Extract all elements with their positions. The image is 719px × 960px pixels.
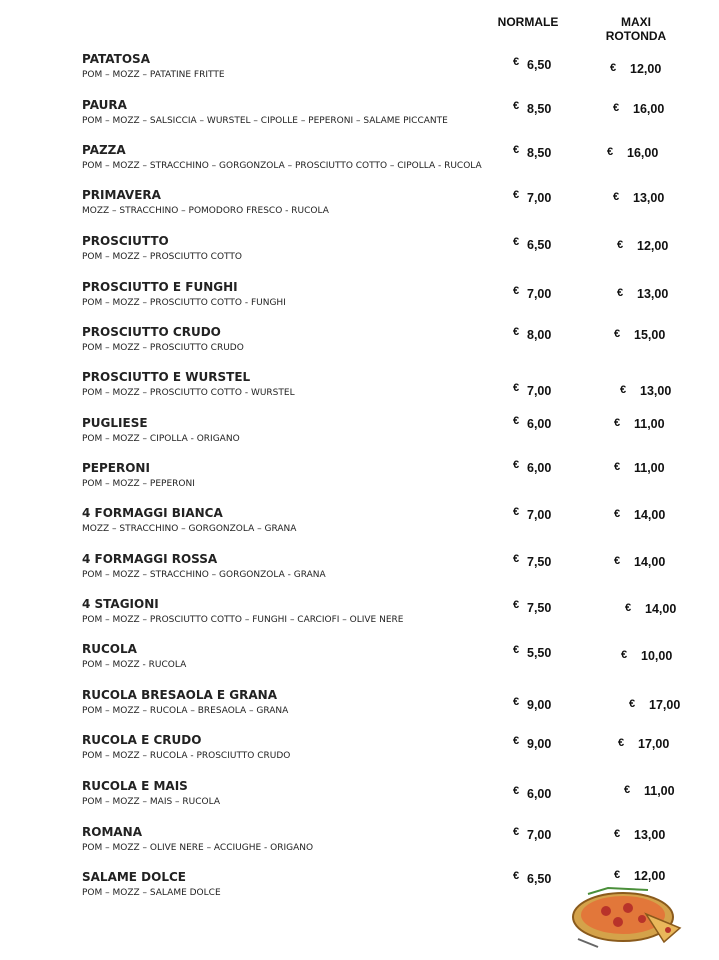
menu-item — [0, 506, 719, 546]
price-maxi: 14,00 — [645, 602, 677, 616]
euro-symbol: € — [513, 553, 520, 565]
menu-item — [0, 416, 719, 456]
menu-item — [0, 461, 719, 501]
euro-symbol: € — [614, 328, 621, 340]
price-maxi: 15,00 — [634, 328, 666, 342]
pizza-ingredients: POM – MOZZ – PROSCIUTTO COTTO - WURSTEL — [82, 388, 295, 398]
pizza-name: PEPERONI — [82, 461, 150, 475]
euro-symbol: € — [513, 735, 520, 747]
maxi-label: MAXI — [621, 15, 651, 29]
euro-symbol: € — [513, 826, 520, 838]
price-normale: 7,00 — [527, 828, 552, 842]
euro-symbol: € — [613, 191, 620, 203]
menu-item — [0, 597, 719, 637]
price-maxi: 14,00 — [634, 555, 666, 569]
pizza-name: RUCOLA E MAIS — [82, 779, 188, 793]
price-normale: 8,50 — [527, 146, 552, 160]
menu-item — [0, 642, 719, 682]
euro-symbol: € — [614, 555, 621, 567]
euro-symbol: € — [618, 737, 625, 749]
pizza-ingredients: POM – MOZZ – PEPERONI — [82, 479, 195, 489]
pizza-ingredients: POM – MOZZ – PATATINE FRITTE — [82, 70, 225, 80]
price-maxi: 12,00 — [637, 239, 669, 253]
euro-symbol: € — [513, 870, 520, 882]
pizza-ingredients: MOZZ – STRACCHINO – GORGONZOLA – GRANA — [82, 524, 297, 534]
rotonda-label: ROTONDA — [605, 29, 667, 43]
euro-symbol: € — [617, 287, 624, 299]
pizza-ingredients: POM – MOZZ – PROSCIUTTO COTTO - FUNGHI — [82, 298, 286, 308]
price-normale: 8,00 — [527, 328, 552, 342]
pizza-sauce — [581, 896, 665, 934]
price-normale: 7,00 — [527, 191, 552, 205]
pizza-ingredients: POM – MOZZ – SALAME DOLCE — [82, 888, 221, 898]
price-maxi: 10,00 — [641, 649, 673, 663]
euro-symbol: € — [614, 461, 621, 473]
euro-symbol: € — [513, 382, 520, 394]
pizza-ingredients: POM – MOZZ – PROSCIUTTO CRUDO — [82, 343, 244, 353]
price-normale: 7,50 — [527, 601, 552, 615]
price-maxi: 14,00 — [634, 508, 666, 522]
pizza-name: PAZZA — [82, 143, 126, 157]
menu-item — [0, 733, 719, 773]
price-maxi: 11,00 — [634, 461, 665, 475]
euro-symbol: € — [513, 506, 520, 518]
price-maxi: 11,00 — [644, 784, 675, 798]
euro-symbol: € — [614, 417, 621, 429]
price-normale: 7,00 — [527, 287, 552, 301]
pizza-ingredients: POM – MOZZ – PROSCIUTTO COTTO — [82, 252, 242, 262]
price-normale: 8,50 — [527, 102, 552, 116]
menu-item — [0, 325, 719, 365]
euro-symbol: € — [513, 189, 520, 201]
euro-symbol: € — [513, 599, 520, 611]
menu-item — [0, 779, 719, 819]
euro-symbol: € — [513, 144, 520, 156]
pizza-ingredients: POM – MOZZ – RUCOLA – BRESAOLA – GRANA — [82, 706, 289, 716]
price-maxi: 12,00 — [634, 869, 666, 883]
price-normale: 5,50 — [527, 646, 552, 660]
price-maxi: 13,00 — [637, 287, 669, 301]
column-header-maxi — [600, 15, 672, 43]
price-normale: 6,00 — [527, 461, 552, 475]
pepperoni-icon — [638, 915, 646, 923]
menu-item — [0, 280, 719, 320]
column-header-normale — [492, 15, 564, 29]
pizza-name: PROSCIUTTO E WURSTEL — [82, 370, 251, 384]
euro-symbol: € — [614, 828, 621, 840]
euro-symbol: € — [513, 56, 520, 68]
euro-symbol: € — [607, 146, 614, 158]
pizza-ingredients: MOZZ – STRACCHINO – POMODORO FRESCO - RUCOLA — [82, 206, 329, 216]
euro-symbol: € — [610, 62, 617, 74]
pizza-name: RUCOLA — [82, 642, 137, 656]
normale-label: NORMALE — [497, 15, 559, 29]
pizza-ingredients: POM – MOZZ – CIPOLLA - ORIGANO — [82, 434, 240, 444]
pepperoni-icon — [613, 917, 623, 927]
euro-symbol: € — [513, 644, 520, 656]
euro-symbol: € — [513, 100, 520, 112]
euro-symbol: € — [621, 649, 628, 661]
pizza-name: PROSCIUTTO CRUDO — [82, 325, 221, 339]
euro-symbol: € — [513, 236, 520, 248]
pizza-name: PROSCIUTTO E FUNGHI — [82, 280, 238, 294]
pizza-name: SALAME DOLCE — [82, 870, 186, 884]
price-maxi: 12,00 — [630, 62, 662, 76]
pizza-ingredients: POM – MOZZ – RUCOLA - PROSCIUTTO CRUDO — [82, 751, 291, 761]
price-normale: 7,00 — [527, 508, 552, 522]
price-normale: 6,00 — [527, 417, 552, 431]
price-normale: 9,00 — [527, 698, 552, 712]
price-maxi: 11,00 — [634, 417, 665, 431]
euro-symbol: € — [620, 384, 627, 396]
pizza-name: 4 FORMAGGI BIANCA — [82, 506, 223, 520]
menu-item — [0, 234, 719, 274]
pizza-ingredients: POM – MOZZ – PROSCIUTTO COTTO – FUNGHI – CARCIOFI – OLIVE NERE — [82, 615, 404, 625]
pizza-name: PROSCIUTTO — [82, 234, 169, 248]
pizza-ingredients: POM – MOZZ – STRACCHINO – GORGONZOLA – PROSCIUTTO COTTO – CIPOLLA - RUCOLA — [82, 161, 482, 171]
pepperoni-icon — [665, 927, 671, 933]
pepperoni-icon — [601, 906, 611, 916]
pizza-name: PAURA — [82, 98, 127, 112]
price-normale: 6,50 — [527, 238, 552, 252]
price-maxi: 13,00 — [634, 828, 666, 842]
menu-item — [0, 552, 719, 592]
menu-item — [0, 98, 719, 138]
pizza-ingredients: POM – MOZZ – OLIVE NERE – ACCIUGHE - ORIGANO — [82, 843, 314, 853]
euro-symbol: € — [513, 785, 520, 797]
menu-item — [0, 188, 719, 228]
price-maxi: 16,00 — [627, 146, 659, 160]
euro-symbol: € — [624, 784, 631, 796]
euro-symbol: € — [513, 696, 520, 708]
pizza-icon — [568, 884, 688, 949]
euro-symbol: € — [614, 869, 621, 881]
menu-item — [0, 825, 719, 865]
price-normale: 9,00 — [527, 737, 552, 751]
price-normale: 6,50 — [527, 872, 552, 886]
pizza-name: PUGLIESE — [82, 416, 148, 430]
price-normale: 7,50 — [527, 555, 552, 569]
price-normale: 7,00 — [527, 384, 552, 398]
menu-item — [0, 688, 719, 728]
euro-symbol: € — [617, 239, 624, 251]
price-maxi: 13,00 — [633, 191, 665, 205]
price-normale: 6,00 — [527, 787, 552, 801]
price-maxi: 16,00 — [633, 102, 665, 116]
pizza-name: 4 FORMAGGI ROSSA — [82, 552, 218, 566]
euro-symbol: € — [625, 602, 632, 614]
euro-symbol: € — [613, 102, 620, 114]
pizza-name: ROMANA — [82, 825, 142, 839]
pizza-name: RUCOLA E CRUDO — [82, 733, 202, 747]
euro-symbol: € — [513, 326, 520, 338]
pizza-name: RUCOLA BRESAOLA E GRANA — [82, 688, 278, 702]
euro-symbol: € — [513, 415, 520, 427]
pizza-ingredients: POM – MOZZ – SALSICCIA – WURSTEL – CIPOLLE – PEPERONI – SALAME PICCANTE — [82, 116, 448, 126]
price-maxi: 17,00 — [638, 737, 670, 751]
euro-symbol: € — [614, 508, 621, 520]
euro-symbol: € — [629, 698, 636, 710]
pizza-ingredients: POM – MOZZ - RUCOLA — [82, 660, 187, 670]
pizza-name: 4 STAGIONI — [82, 597, 159, 611]
menu-item — [0, 370, 719, 410]
price-normale: 6,50 — [527, 58, 552, 72]
pizza-ingredients: POM – MOZZ – STRACCHINO – GORGONZOLA - GRANA — [82, 570, 326, 580]
server-icon — [578, 939, 598, 947]
euro-symbol: € — [513, 285, 520, 297]
pizza-name: PRIMAVERA — [82, 188, 161, 202]
euro-symbol: € — [513, 459, 520, 471]
price-maxi: 17,00 — [649, 698, 681, 712]
pizza-ingredients: POM – MOZZ – MAIS – RUCOLA — [82, 797, 220, 807]
price-maxi: 13,00 — [640, 384, 672, 398]
pizza-name: PATATOSA — [82, 52, 150, 66]
pepperoni-icon — [623, 903, 633, 913]
